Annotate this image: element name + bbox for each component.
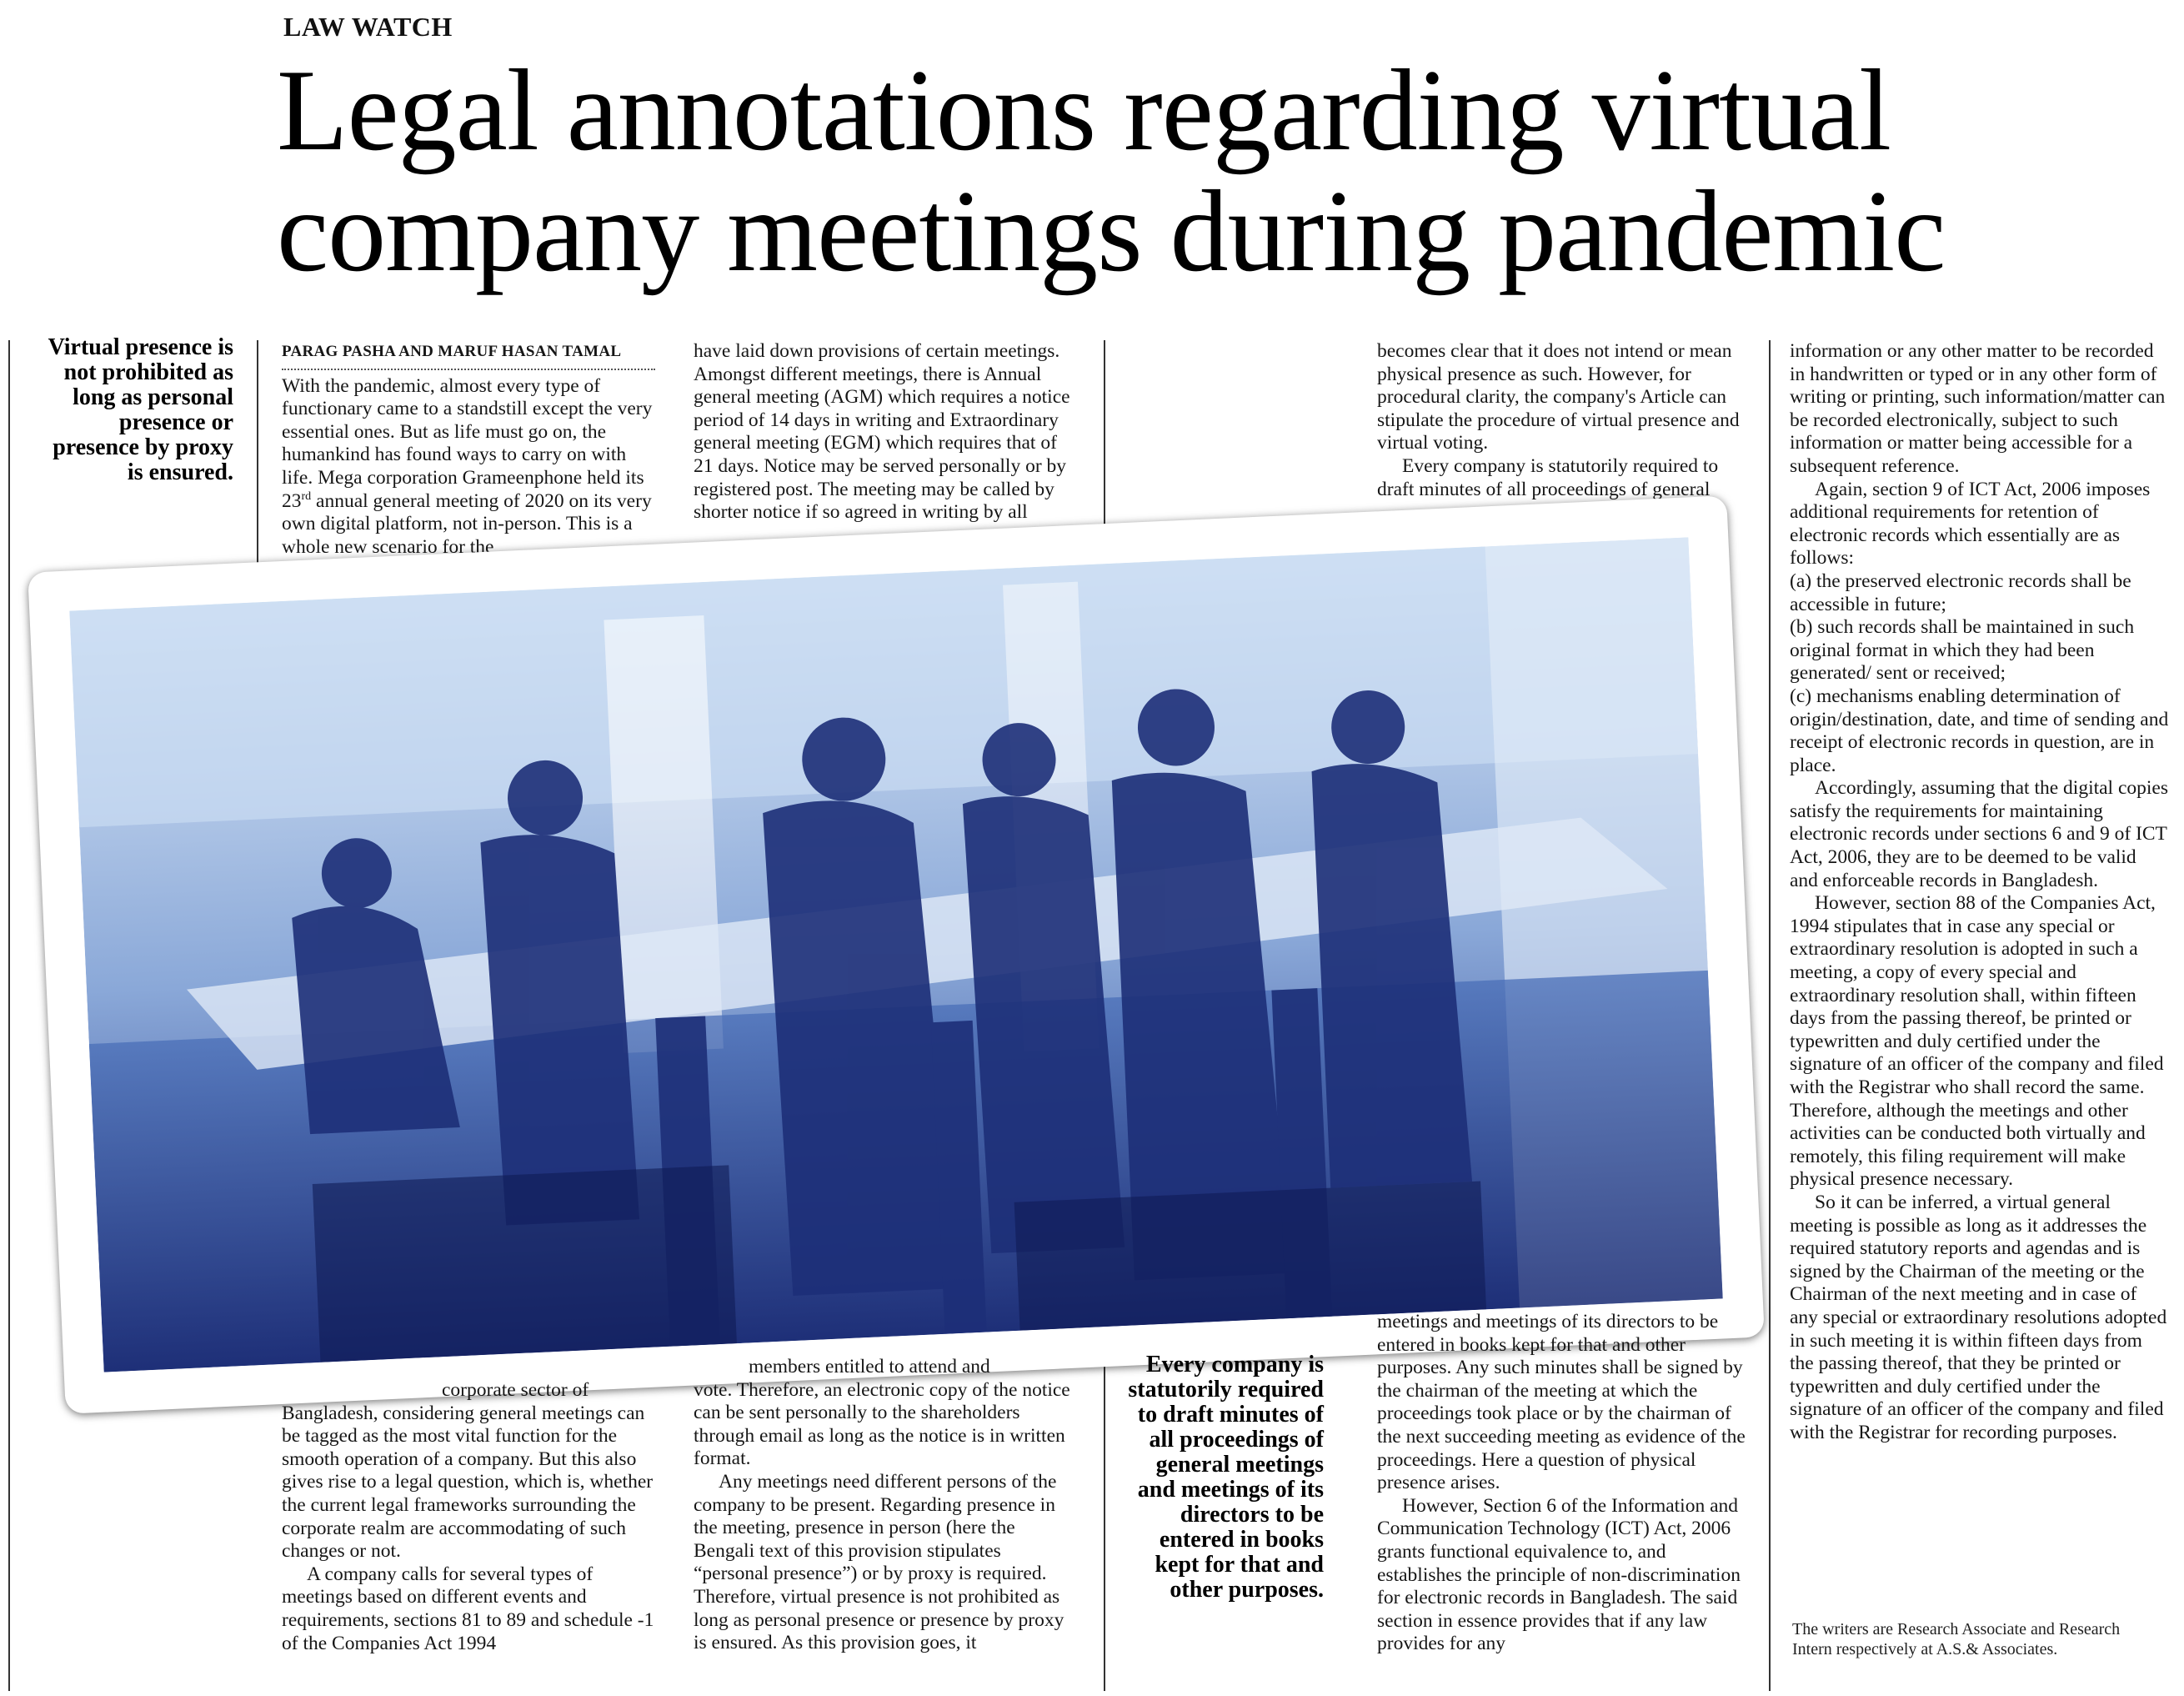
author-footnote: The writers are Research Associate and Research Intern respectively at A.S.& Associates. [1792,1620,2121,1658]
col3-paragraph-1: becomes clear that it does not intend or mean physical presence as such. However, for procedural clarity, the company's Article can stipulate the procedure of virtual presence and virtual voting. [1377,340,1740,454]
pull-quote-minutes: Every company is statutorily required to draft minutes of all proceedings of general meetings and meetings of its directors to be entered in books kept for that and other purposes. [1128,1352,1324,1603]
column-rule-4 [1769,340,1771,1691]
column-1-top [282,340,655,559]
col1b-paragraph-2: A company calls for several types of meetings based on different events and requirements, sections 81 to 89 and schedule -1 of the Companies Act 1994 [282,1563,654,1654]
column-rule-2 [1104,340,1105,532]
col4-paragraph-4: However, section 88 of the Companies Act, 1994 stipulates that in case any special or extraordinary resolution is adopted in such a meeting, a copy of every special and extraordinary resolution shall, within fifteen days from the passing thereof, be printed or typewritten and duly certified under the signature of an officer of the company and filed with the Registrar who shall record the same. Therefore, although the meetings and other activities can be conducted both virtually and remotely, this filing requirement will make physical presence necessary. [1790,892,2164,1191]
column-3-bottom [1377,1311,1748,1656]
column-1-bottom [282,1379,655,1655]
col3b-paragraph-1: meetings and meetings of its directors to be entered in books kept for that and other purposes. Any such minutes shall be signed by the chairman of the meeting at which the proceedings took place or by the chairman of the next succeeding meeting as evidence of the proceedings. Here a question of physical presence arises. [1377,1311,1746,1494]
col1b-paragraph-1: Bangladesh, considering general meetings can be tagged as the most vital function for the smooth operation of a company. But this also gives rise to a legal question, which is, whether the current legal frameworks surrounding the corporate realm are accommodating of such changes or not. [282,1402,654,1563]
col4-paragraph-2: Again, section 9 of ICT Act, 2006 imposes additional requirements for retention of electronic records which essentially are as follows: [1790,478,2151,570]
pull-quote-virtual-presence: Virtual presence is not prohibited as long as personal presence or presence by proxy is ensured. [48,334,233,485]
column-2-bottom [694,1356,1077,1655]
col2b-paragraph-2: Any meetings need different persons of the company to be present. Regarding presence in the meeting, presence in person (here the Bengali text of this provision stipulates “personal presence”) or by proxy is required. Therefore, virtual presence is not prohibited as long as personal presence or presence by proxy is ensured. As this provision goes, it [694,1470,1064,1654]
col1-paragraph-1: With the pandemic, almost every type of functionary came to a standstill except the very essential ones. But as life must go on, the humankind has found ways to carry on with life. Mega corporation Grameenphone held its 23rd annual general meeting of 2020 on its very own digital platform, not in-person. This is a whole new scenario for the [282,374,653,558]
left-margin-rule [8,340,10,1691]
col3-paragraph-2: Every company is statutorily required to draft minutes of all proceedings of general [1377,454,1719,500]
col3b-paragraph-2: However, Section 6 of the Information and Communication Technology (ICT) Act, 2006 grants functional equivalence to, and establishes the principle of non-discrimination for electronic records in Bangladesh. The said section in essence provides that if any law provides for any [1377,1494,1741,1655]
col4-paragraph-5: So it can be inferred, a virtual general meeting is possible as long as it addresses the required statutory reports and agendas and is signed by the Chairman of the meeting or the Chairman of the next meeting and in case of any special or extraordinary resolutions adopted in such meeting it is within fifteen days from the passing thereof, that they be printed or typewritten and duly certified under the signature of an officer of the company and filed with the Registrar for recording purposes. [1790,1191,2167,1443]
headline: Legal annotations regarding virtual company meetings during pandemic [277,46,1946,296]
col2b-paragraph-1: vote. Therefore, an electronic copy of the notice can be sent personally to the shareholders through email as long as the notice is in written format. [694,1378,1070,1470]
meeting-photo [28,495,1765,1414]
col2-paragraph-1: have laid down provisions of certain meetings. Amongst different meetings, there is Annual general meeting (AGM) which requires a notice period of 14 days in writing and Extraordinary general meeting (EGM) which requires that of 21 days. Notice may be served personally or by registered post. The meeting may be called by shorter notice if so agreed in writing by all [694,340,1070,524]
section-label: LAW WATCH [283,12,453,42]
col2b-lead: members entitled to attend and [749,1356,990,1377]
col1b-lead: corporate sector of [442,1379,589,1401]
column-2-top [694,340,1077,524]
byline: PARAG PASHA AND MARUF HASAN TAMAL [282,340,655,370]
column-3-top [1377,340,1748,501]
meeting-silhouettes-image [69,537,1722,1372]
col4-item-c: (c) mechanisms enabling determination of origin/destination, date, and time of sending and receipt of electronic records in question, are in place. [1790,685,2169,776]
column-4 [1790,340,2169,1445]
col4-paragraph-3: Accordingly, assuming that the digital copies satisfy the requirements for maintaining electronic records under sections 6 and 9 of ICT Act, 2006, they are to be deemed to be valid and enforceable records in Bangladesh. [1790,777,2168,891]
col4-paragraph-1: information or any other matter to be recorded in handwritten or typed or in any other form of writing or printing, such information/matter can be recorded electronically, subject to such information or matter being accessible for a subsequent reference. [1790,340,2166,477]
col4-item-a: (a) the preserved electronic records shall be accessible in future; [1790,570,2131,615]
col4-item-b: (b) such records shall be maintained in such original format in which they had been generated/ sent or received; [1790,616,2135,685]
pullquote-rule-bottom [1104,1342,1105,1691]
